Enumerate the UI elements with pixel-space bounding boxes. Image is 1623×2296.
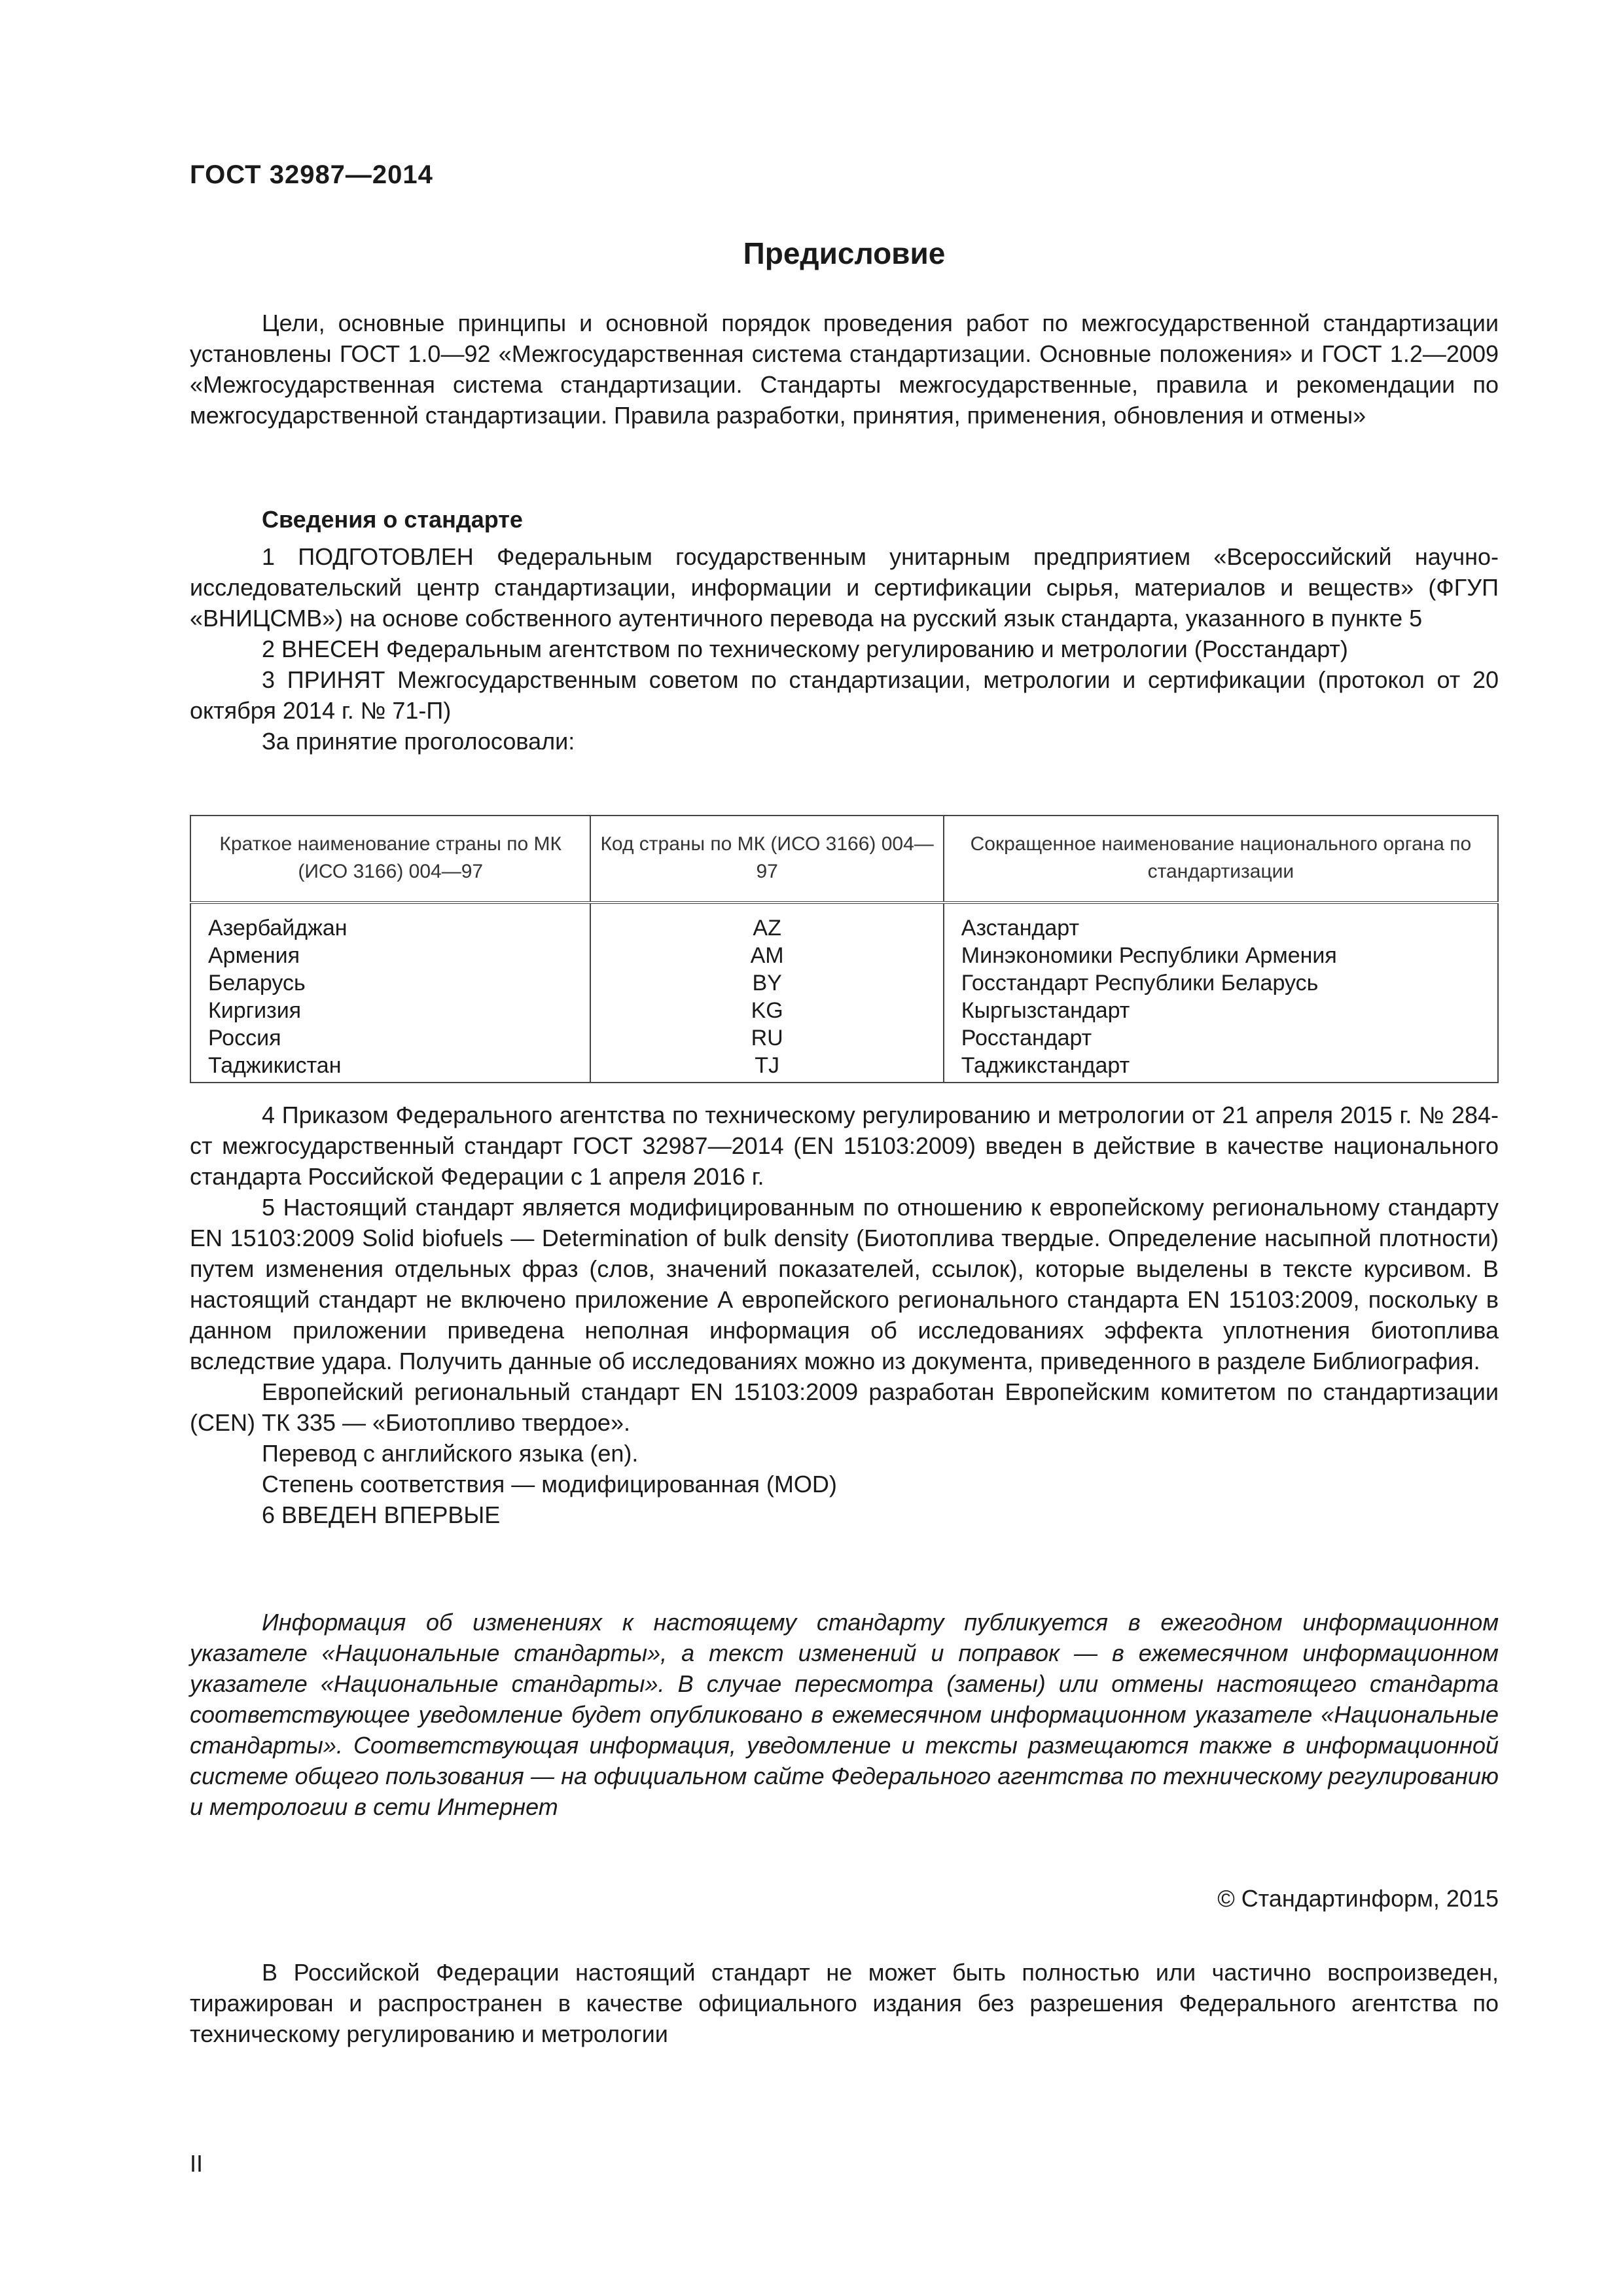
country-cell: Киргизия — [190, 997, 590, 1024]
code-cell: AM — [590, 942, 943, 969]
page-title: Предисловие — [743, 236, 946, 270]
standard-info-heading: Сведения о стандарте — [262, 506, 523, 533]
page-number: II — [190, 2150, 204, 2177]
voted-paragraph: За принятие проголосовали: — [262, 728, 575, 755]
intro-section — [190, 308, 1499, 431]
item-6-paragraph: 6 ВВЕДЕН ВПЕРВЫЕ — [262, 1501, 501, 1528]
item-1-paragraph: 1 ПОДГОТОВЛЕН Федеральным государственным унитарным предприятием «Всероссийский научно-исследовательский центр стандартизации, информации и сертификации сырья, материалов и веществ» (ФГУП «ВНИЦСМВ») на основе собственного аутентичного перевода на русский язык стандарта, указанного в пункте 5 — [190, 543, 1499, 632]
translation-paragraph: Перевод с английского языка (en). — [262, 1440, 639, 1467]
body-cell: Госстандарт Республики Беларусь — [944, 969, 1498, 997]
item-2-paragraph: 2 ВНЕСЕН Федеральным агентством по техническому регулированию и метрологии (Росстандарт) — [262, 636, 1348, 662]
intro-paragraph: Цели, основные принципы и основной порядок проведения работ по межгосударственной стандартизации установлены ГОСТ 1.0—92 «Межгосударственная система стандартизации. Основные положения» и ГОСТ 1.2—2009 «Межгосударственная система стандартизации. Стандарты межгосударственные, правила и рекомендации по межгосударственной стандартизации. Правила разработки, принятия, применения, обновления и отмены» — [190, 310, 1499, 429]
document-page — [190, 0, 1499, 2296]
body-cell: Росстандарт — [944, 1024, 1498, 1052]
countries-table — [190, 815, 1499, 1083]
country-cell: Беларусь — [190, 969, 590, 997]
table-row — [190, 997, 1498, 1024]
country-cell: Таджикистан — [190, 1052, 590, 1083]
table-row — [190, 903, 1498, 942]
item-5-paragraph: 5 Настоящий стандарт является модифицированным по отношению к европейскому региональному стандарту EN 15103:2009 Solid biofuels — Determination of bulk density (Биотоплива твердые. Определение насыпной плотности) путем изменения отдельных фраз (слов, значений показателей, ссылок), которые выделены в тексте курсивом. В настоящий стандарт не включено приложение А европейского регионального стандарта EN 15103:2009, поскольку в данном приложении приведена неполная информация об исследованиях эффекта уплотнения биотоплива вследствие удара. Получить данные об исследованиях можно из документа, приведенного в разделе Библиография. — [190, 1194, 1499, 1374]
code-cell: KG — [590, 997, 943, 1024]
body-cell: Азстандарт — [944, 903, 1498, 942]
item-4-paragraph: 4 Приказом Федерального агентства по техническому регулированию и метрологии от 21 апреля 2015 г. № 284-ст межгосударственный стандарт ГОСТ 32987—2014 (EN 15103:2009) введен в действие в качестве национального стандарта Российской Федерации с 1 апреля 2016 г. — [190, 1102, 1499, 1190]
table-header-row — [190, 816, 1498, 903]
table-header-country: Краткое наименование страны по МК (ИСО 3166) 004—97 — [190, 816, 590, 903]
table-row — [190, 1052, 1498, 1083]
standard-info-section — [190, 504, 1499, 757]
code-cell: AZ — [590, 903, 943, 942]
body-cell: Кыргызстандарт — [944, 997, 1498, 1024]
code-cell: RU — [590, 1024, 943, 1052]
country-cell: Армения — [190, 942, 590, 969]
code-cell: BY — [590, 969, 943, 997]
table-row — [190, 942, 1498, 969]
changes-info-paragraph: Информация об изменениях к настоящему стандарту публикуется в ежегодном информационном указателе «Национальные стандарты», а текст изменений и поправок — в ежемесячном информационном указателе «Национальные стандарты». В случае пересмотра (замены) или отмены настоящего стандарта соответствующее уведомление будет опубликовано в ежемесячном информационном указателе «Национальные стандарты». Соответствующая информация, уведомление и тексты размещаются также в информационной системе общего пользования — на официальном сайте Федерального агентства по техническому регулированию и метрологии в сети Интернет — [190, 1609, 1499, 1820]
table-header-body: Сокращенное наименование национального органа по стандартизации — [944, 816, 1498, 903]
conformity-paragraph: Степень соответствия — модифицированная (MOD) — [262, 1471, 837, 1498]
adoption-section — [190, 1100, 1499, 1530]
item-3-paragraph: 3 ПРИНЯТ Межгосударственным советом по стандартизации, метрологии и сертификации (протокол от 20 октября 2014 г. № 71-П) — [190, 666, 1499, 724]
body-cell: Минэкономики Республики Армения — [944, 942, 1498, 969]
table-row — [190, 969, 1498, 997]
euro-standard-paragraph: Европейский региональный стандарт EN 15103:2009 разработан Европейским комитетом по стандартизации (CEN) ТК 335 — «Биотопливо твердое». — [190, 1378, 1499, 1436]
rights-paragraph: В Российской Федерации настоящий стандарт не может быть полностью или частично воспроизведен, тиражирован и распространен в качестве официального издания без разрешения Федерального агентства по техническому регулированию и метрологии — [190, 1959, 1499, 2047]
copyright-notice: © Стандартинформ, 2015 — [1217, 1885, 1499, 1912]
body-cell: Таджикстандарт — [944, 1052, 1498, 1083]
rights-section — [190, 1957, 1499, 2049]
country-cell: Россия — [190, 1024, 590, 1052]
document-header: ГОСТ 32987—2014 — [190, 160, 433, 189]
table-row — [190, 1024, 1498, 1052]
changes-info-section — [190, 1607, 1499, 1822]
country-cell: Азербайджан — [190, 903, 590, 942]
code-cell: TJ — [590, 1052, 943, 1083]
table-header-code: Код страны по МК (ИСО 3166) 004—97 — [590, 816, 943, 903]
